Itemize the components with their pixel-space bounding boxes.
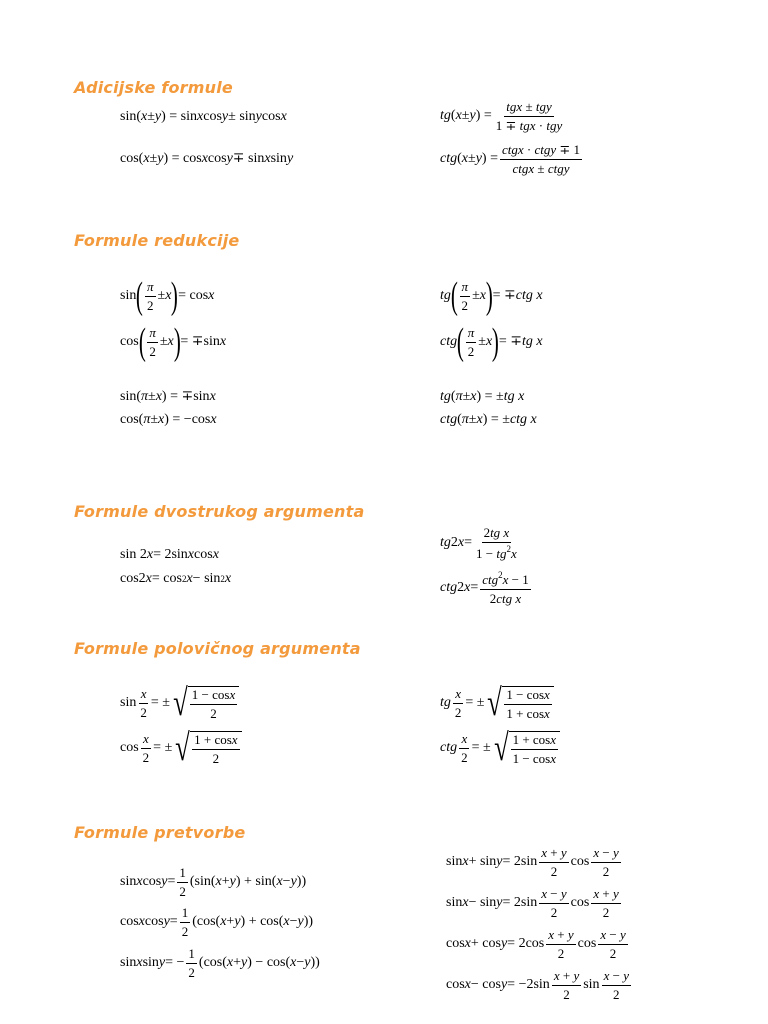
formula-cos-pi2: cos ( π 2 ± x ) = ∓sin x	[120, 320, 227, 363]
formula-tg-2x: tg 2 x = 2tg x $1 - tg^2x$	[440, 525, 517, 561]
formula-sin-2x: sin 2 x = 2sin x cos x	[120, 547, 219, 562]
formula-cos-half: cos x 2 = ± √ $\frac{1 + \cos x}{2}$	[120, 731, 242, 765]
formula-tg-sum: tg ( x ± y ) = tgx ± tgy 1 ∓ tgx · tgy	[440, 99, 563, 133]
heading-formule-redukcije: Formule redukcije	[74, 231, 240, 250]
formula-sin-sum-to-product: sin x + sin y = 2sin x + y 2 cos x − y 2	[446, 845, 619, 879]
formula-ctg-2x: ctg 2 x = ctg$^2$x − 1 2ctg x	[440, 570, 529, 606]
heading-formule-pretvorbe: Formule pretvorbe	[74, 823, 246, 842]
heading-formule-polovicnog-argumenta: Formule polovičnog argumenta	[74, 639, 361, 658]
formula-tg-pi: tg ( π ± x ) = ± tg x	[440, 389, 525, 404]
formula-cos-diff-to-product: cos x − cos y = −2sin x + y 2 sin x − y 2	[446, 968, 629, 1002]
formula-sin-sum: sin( x ± y ) = sin x cos y ± sin y cos x	[120, 109, 287, 124]
formula-ctg-half: ctg x 2 = ± √ $\frac{1 + \cos x}{1 - \cos x}$	[440, 731, 560, 765]
formula-ctg-pi: ctg ( π ± x ) = ± ctg x	[440, 412, 537, 427]
formula-tg-half: tg x 2 = ± √ $\frac{1 - \cos x}{1 + \cos x}$	[440, 686, 554, 720]
formula-sin-half: sin x 2 = ± √ $\frac{1 - \cos x}{2}$	[120, 686, 239, 720]
heading-adicijske-formule: Adicijske formule	[74, 78, 233, 97]
formula-ctg-sum: ctg ( x ± y ) = ctgx · ctgy ∓ 1 ctgx ± ctgy	[440, 142, 581, 176]
formula-cos-sum-to-product: cos x + cos y = 2cos x + y 2 cos x − y 2	[446, 927, 626, 961]
formula-sin-sin-product: sin x sin y = − 1 2 (cos( x + y ) − cos( x − y ))	[120, 946, 320, 980]
formula-ctg-pi2: ctg ( π 2 ± x ) = ∓ tg x	[440, 320, 543, 363]
heading-formule-dvostrukog-argumenta: Formule dvostrukog argumenta	[74, 502, 365, 521]
formula-cos-2x: cos2 x = cos 2 x − sin 2 x	[120, 571, 232, 586]
formula-sin-pi2: sin ( π 2 ± x ) = cos x	[120, 274, 215, 317]
formula-sin-pi: sin( π ± x ) = ∓sin x	[120, 389, 216, 404]
formula-cos-sum: cos( x ± y ) = cos x cos y ∓ sin x sin y	[120, 151, 294, 166]
formula-cos-pi: cos( π ± x ) = −cos x	[120, 412, 217, 427]
formula-sin-cos-product: sin x cos y = 1 2 (sin( x + y ) + sin( x − y ))	[120, 865, 307, 899]
formula-tg-pi2: tg ( π 2 ± x ) = ∓ ctg x	[440, 274, 543, 317]
formula-sin-diff-to-product: sin x − sin y = 2sin x − y 2 cos x + y 2	[446, 886, 619, 920]
formula-cos-cos-product: cos x cos y = 1 2 (cos( x + y ) + cos( x − y ))	[120, 905, 314, 939]
